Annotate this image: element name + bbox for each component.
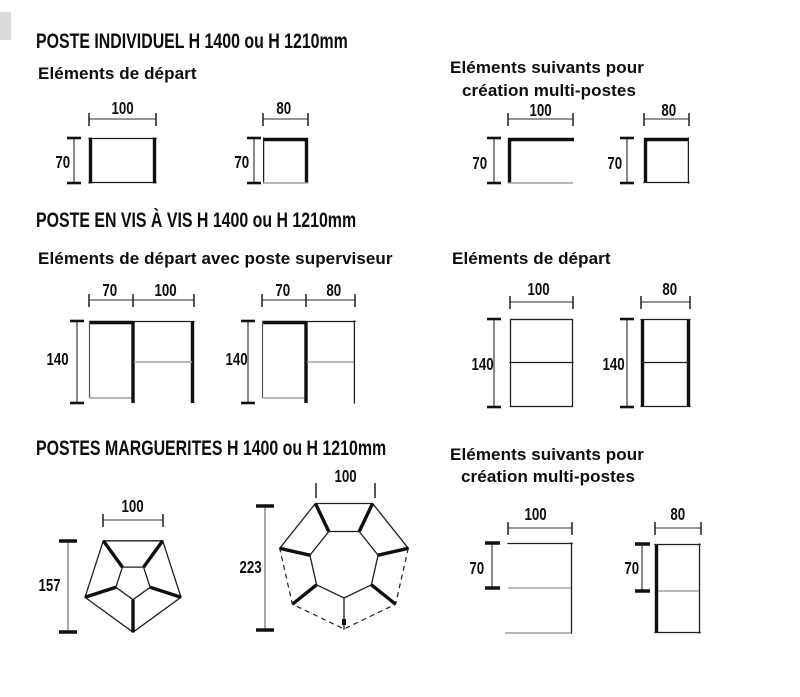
- dim-height-label: 157: [38, 575, 62, 595]
- scan-artifact: [0, 12, 11, 40]
- dim-width-label: 80: [661, 100, 677, 120]
- dim-depth-label: 70: [234, 152, 250, 172]
- subtitle-marguerites-suivants-line2: création multi-postes: [461, 467, 636, 486]
- subtitle-individuel-depart: Eléments de départ: [38, 64, 197, 83]
- diagram-visavis-superviseur-100: [70, 294, 194, 403]
- dim-depth-label: 140: [225, 349, 249, 369]
- diagram-visavis-depart-100x140: [487, 296, 573, 407]
- section-title-marguerites: POSTES MARGUERITES H 1400 ou H 1210mm: [36, 436, 387, 460]
- diagram-marguerite-5-postes: [59, 514, 181, 632]
- dim-width-label: 80: [662, 279, 678, 299]
- dim-depth-label: 70: [55, 152, 71, 172]
- diagram-individuel-depart-100x70: [67, 113, 156, 184]
- dim-depth-label: 70: [607, 153, 623, 173]
- dim-return-width-label: 70: [102, 280, 118, 300]
- subtitle-individuel-suivants-line1: Eléments suivants pour: [450, 58, 644, 77]
- dim-depth-label: 140: [46, 349, 70, 369]
- subtitle-visavis-depart: Eléments de départ: [452, 249, 611, 268]
- dim-depth-label: 70: [624, 558, 640, 578]
- section-title-vis-a-vis: POSTE EN VIS À VIS H 1400 ou H 1210mm: [36, 208, 357, 232]
- diagram-individuel-depart-80x70: [247, 113, 308, 183]
- dim-depth-label: 70: [469, 558, 485, 578]
- dim-width-label: 80: [276, 98, 292, 118]
- dim-return-width-label: 70: [275, 280, 291, 300]
- dim-width-label: 100: [524, 504, 548, 524]
- subtitle-individuel-suivants-line2: création multi-postes: [462, 81, 637, 100]
- dim-width-label: 100: [121, 496, 145, 516]
- diagram-visavis-depart-80x140: [620, 296, 690, 407]
- dim-width-label: 80: [326, 280, 342, 300]
- dim-width-label: 100: [154, 280, 178, 300]
- dim-width-label: 100: [111, 98, 135, 118]
- dim-depth-label: 70: [472, 153, 488, 173]
- dim-depth-label: 140: [471, 354, 495, 374]
- section-title-individuel: POSTE INDIVIDUEL H 1400 ou H 1210mm: [36, 29, 348, 53]
- subtitle-marguerites-suivants-line1: Eléments suivants pour: [450, 445, 644, 464]
- dim-width-label: 80: [670, 504, 686, 524]
- subtitle-visavis-superviseur: Eléments de départ avec poste superviseur: [38, 249, 393, 268]
- dim-width-label: 100: [529, 100, 553, 120]
- dim-width-label: 100: [334, 466, 358, 486]
- dim-depth-label: 140: [602, 354, 626, 374]
- dim-height-label: 223: [239, 557, 263, 577]
- dim-width-label: 100: [527, 279, 551, 299]
